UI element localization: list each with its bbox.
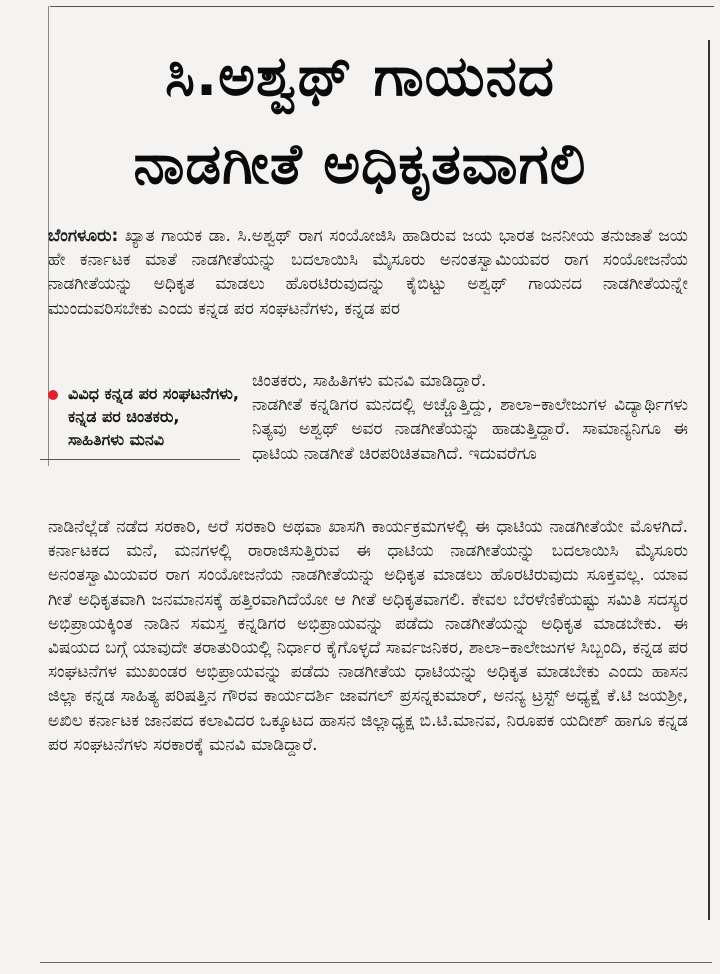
intro-continuation: ಚಿಂತಕರು, ಸಾಹಿತಿಗಳು ಮನವಿ ಮಾಡಿದ್ದಾರೆ. bbox=[252, 371, 487, 391]
headline-line-1: ಸಿ.ಅಶ್ವಥ್ ಗಾಯನದ bbox=[165, 44, 555, 109]
highlight-box bbox=[40, 382, 240, 460]
intro-text: ಖ್ಯಾತ ಗಾಯಕ ಡಾ. ಸಿ.ಅಶ್ವಥ್ ರಾಗ ಸಂಯೋಜಿಸಿ ಹಾಡಿರುವ ಜಯ ಭಾರತ ಜನನೀಯ ತನುಜಾತೆ ಜಯ ಹೇ ಕರ್ನಾಟಕ ಮಾತೆ ನಾಡಗೀತೆಯನ್ನು ಬದಲಾಯಿಸಿ ಮೈಸೂರು ಅನಂತಸ್ವಾಮಿಯವರ ರಾಗ ಸಂಯೋಜನೆಯ ನಾಡಗೀತೆಯನ್ನು ಅಧಿಕೃತ ಮಾಡಲು ಹೊರಟಿರುವುದನ್ನು ಕೈಬಿಟ್ಟು ಅಶ್ವಥ್ ಗಾಯನದ ನಾಡಗೀತೆಯನ್ನೇ ಮುಂದುವರಿಸಬೇಕು ಎಂದು ಕನ್ನಡ ಪರ ಸಂಘಟನೆಗಳು, ಕನ್ನಡ ಪರ bbox=[48, 226, 688, 319]
dateline: ಬೆಂಗಳೂರು: bbox=[48, 226, 119, 246]
highlight-text: ವಿವಿಧ ಕನ್ನಡ ಪರ ಸಂಘಟನೆಗಳು, ಕನ್ನಡ ಪರ ಚಿಂತಕರು, ಸಾಹಿತಿಗಳು ಮನವಿ bbox=[68, 384, 239, 449]
side-column bbox=[252, 369, 688, 466]
paragraph-column: ನಾಡಗೀತೆ ಕನ್ನಡಿಗರ ಮನದಲ್ಲಿ ಅಚ್ಚೊತ್ತಿದ್ದು, ಶಾಲಾ–ಕಾಲೇಜುಗಳ ವಿದ್ಯಾರ್ಥಿಗಳು ನಿತ್ಯವು ಅಶ್ವಥ್ ಅವರ ನಾಡಗೀತೆಯನ್ನು ಹಾಡುತ್ತಿದ್ದಾರೆ. ಸಾಮಾನ್ಯನಿಗೂ ಈ ಧಾಟಿಯ ನಾಡಗೀತೆ ಚಿರಪರಿಚಿತವಾಗಿದೆ. ಇದುವರೆಗೂ bbox=[252, 395, 688, 464]
paragraph-intro bbox=[48, 224, 688, 321]
right-rule bbox=[708, 40, 710, 920]
paragraph-main: ನಾಡಿನೆಲ್ಲೆಡೆ ನಡೆದ ಸರಕಾರಿ, ಅರೆ ಸರಕಾರಿ ಅಥವಾ ಖಾಸಗಿ ಕಾರ್ಯಕ್ರಮಗಳಲ್ಲಿ ಈ ಧಾಟಿಯ ನಾಡಗೀತೆಯೇ ಮೊಳಗಿದೆ. ಕರ್ನಾಟಕದ ಮನೆ, ಮನಗಳಲ್ಲಿ ರಾರಾಜಿಸುತ್ತಿರುವ ಈ ಧಾಟಿಯ ನಾಡಗೀತೆಯನ್ನು ಬದಲಾಯಿಸಿ ಮೈಸೂರು ಅನಂತಸ್ವಾಮಿಯವರ ರಾಗ ಸಂಯೋಜನೆಯ ನಾಡಗೀತೆಯನ್ನು ಅಧಿಕೃತ ಮಾಡಲು ಹೊರಟಿರುವುದು ಸೂಕ್ತವಲ್ಲ. ಯಾವ ಗೀತೆ ಅಧಿಕೃತವಾಗಿ ಜನಮಾನಸಕ್ಕೆ ಹತ್ತಿರವಾಗಿದೆಯೋ ಆ ಗೀತೆ ಅಧಿಕೃತವಾಗಲಿ. ಕೇವಲ ಬೆರಳೆಣಿಕೆಯಷ್ಟು ಸಮಿತಿ ಸದಸ್ಯರ ಅಭಿಪ್ರಾಯಕ್ಕಿಂತ ನಾಡಿನ ಸಮಸ್ತ ಕನ್ನಡಿಗರ ಅಭಿಪ್ರಾಯವನ್ನು ಪಡೆದು ನಾಡಗೀತೆಯನ್ನು ಅಧಿಕೃತ ಮಾಡಬೇಕು. ಈ ವಿಷಯದ ಬಗ್ಗೆ ಯಾವುದೇ ತರಾತುರಿಯಲ್ಲಿ ನಿರ್ಧಾರ ಕೈಗೊಳ್ಳದೆ ಸಾರ್ವಜನಿಕರ, ಶಾಲಾ–ಕಾಲೇಜುಗಳ ಸಿಬ್ಬಂದಿ, ಕನ್ನಡ ಪರ ಸಂಘಟನೆಗಳ ಮುಖಂಡರ ಅಭಿಪ್ರಾಯವನ್ನು ಪಡೆದು ನಾಡಗೀತೆಯ ಧಾಟಿಯನ್ನು ಅಧಿಕೃತ ಮಾಡಬೇಕು ಎಂದು ಹಾಸನ ಜಿಲ್ಲಾ ಕನ್ನಡ ಸಾಹಿತ್ಯ ಪರಿಷತ್ತಿನ ಗೌರವ ಕಾರ್ಯದರ್ಶಿ ಜಾವಗಲ್ ಪ್ರಸನ್ನಕುಮಾರ್, ಅನನ್ಯ ಟ್ರಸ್ಟ್ ಅಧ್ಯಕ್ಷೆ ಕೆ.ಟಿ ಜಯಶ್ರೀ, ಅಖಿಲ ಕರ್ನಾಟಕ ಜಾನಪದ ಕಲಾವಿದರ ಒಕ್ಕೂಟದ ಹಾಸನ ಜಿಲ್ಲಾಧ್ಯಕ್ಷ ಬಿ.ಟಿ.ಮಾನವ, ನಿರೂಪಕ ಯದೀಶ್ ಹಾಗೂ ಕನ್ನಡ ಪರ ಸಂಘಟನೆಗಳು ಸರಕಾರಕ್ಕೆ ಮನವಿ ಮಾಡಿದ್ದಾರೆ. bbox=[48, 517, 688, 755]
bottom-rule bbox=[40, 962, 712, 963]
top-rule bbox=[50, 6, 714, 7]
headline-line-2: ನಾಡಗೀತೆ ಅಧಿಕೃತವಾಗಲಿ bbox=[133, 132, 587, 197]
bullet-icon bbox=[48, 390, 58, 400]
